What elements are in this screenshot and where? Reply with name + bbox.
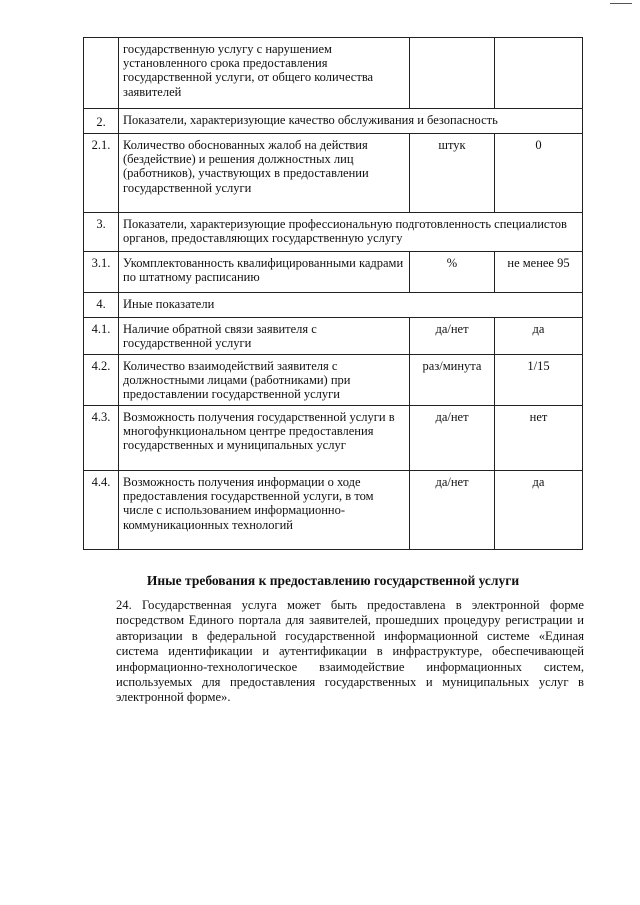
indicator-name: государственную услугу с нарушением установленного срока предоставления государственной услуги, от общего количества заявителей [119, 38, 410, 109]
row-number [84, 38, 119, 109]
indicator-value: не менее 95 [495, 252, 583, 293]
section-number: 2. [84, 109, 119, 134]
table-row [84, 318, 583, 355]
indicator-unit: штук [410, 134, 495, 213]
table-row [84, 252, 583, 293]
paragraph-body [116, 598, 584, 706]
table-row [84, 134, 583, 213]
paragraph-24 [116, 598, 584, 706]
indicator-name: Возможность получения информации о ходе предоставления государственной услуги, в том числе с использованием информационно-коммуникационных технологий [119, 471, 410, 550]
indicator-name: Наличие обратной связи заявителя с государственной услуги [119, 318, 410, 355]
table-row [84, 471, 583, 550]
row-number: 3.1. [84, 252, 119, 293]
indicator-name: Укомплектованность квалифицированными кадрами по штатному расписанию [119, 252, 410, 293]
table-section-row [84, 109, 583, 134]
indicator-value: 0 [495, 134, 583, 213]
table-section-row [84, 293, 583, 318]
paragraph-text: Государственная услуга может быть предоставлена в электронной форме посредством Единого портала для заявителей, прошедших процедуру регистрации и авторизации в федеральной государственной информационной системе «Единая система идентификации и аутентификации в инфраструктуре, обеспечивающей информационно-технологическое взаимодействие информационных систем, используемых для предоставления государственных и муниципальных услуг в электронной форме». [116, 598, 584, 705]
section-title: Иные показатели [119, 293, 583, 318]
indicator-value: 1/15 [495, 355, 583, 406]
indicators-table [83, 37, 583, 550]
indicator-value: нет [495, 406, 583, 471]
indicator-unit: да/нет [410, 471, 495, 550]
indicator-value: да [495, 318, 583, 355]
section-title: Показатели, характеризующие профессиональную подготовленность специалистов органов, предоставляющих государственную услугу [119, 213, 583, 252]
section-number: 3. [84, 213, 119, 252]
table-section-row [84, 213, 583, 252]
indicator-value: да [495, 471, 583, 550]
row-number: 4.3. [84, 406, 119, 471]
section-number: 4. [84, 293, 119, 318]
indicator-unit [410, 38, 495, 109]
row-number: 4.2. [84, 355, 119, 406]
table-row [84, 406, 583, 471]
indicator-unit: раз/минута [410, 355, 495, 406]
indicator-name: Возможность получения государственной услуги в многофункциональном центре предоставления государственных и муниципальных услуг [119, 406, 410, 471]
indicator-name: Количество взаимодействий заявителя с должностными лицами (работниками) при предоставлении государственной услуги [119, 355, 410, 406]
section-heading: Иные требования к предоставлению государственной услуги [146, 573, 520, 588]
indicator-value [495, 38, 583, 109]
paragraph-number: 24. [116, 598, 132, 612]
table-row [84, 38, 583, 109]
page-corner-mark [610, 3, 632, 4]
row-number: 2.1. [84, 134, 119, 213]
indicator-unit: да/нет [410, 406, 495, 471]
indicator-unit: % [410, 252, 495, 293]
row-number: 4.1. [84, 318, 119, 355]
indicator-unit: да/нет [410, 318, 495, 355]
row-number: 4.4. [84, 471, 119, 550]
section-title: Показатели, характеризующие качество обслуживания и безопасность [119, 109, 583, 134]
indicator-name: Количество обоснованных жалоб на действия (бездействие) и решения должностных лиц (работников), участвующих в предоставлении государственной услуги [119, 134, 410, 213]
table-row [84, 355, 583, 406]
